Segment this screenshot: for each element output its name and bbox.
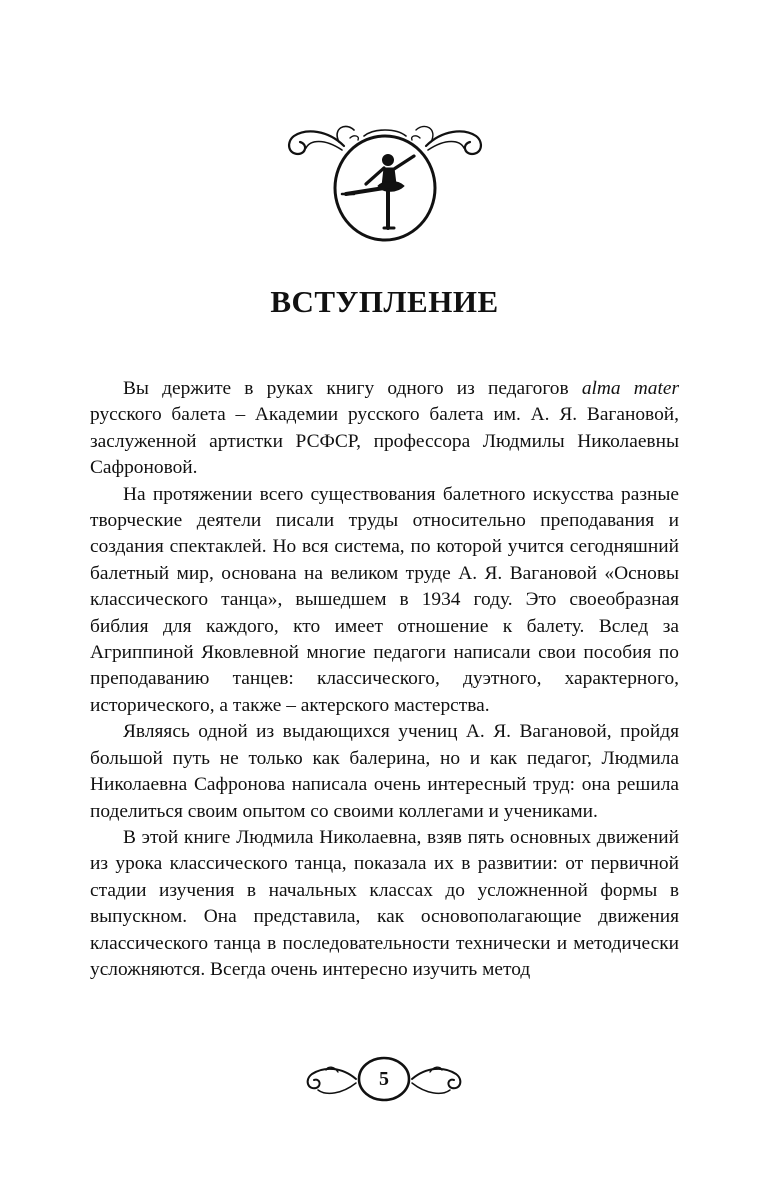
ballerina-emblem-icon <box>284 120 486 245</box>
body-text <box>90 376 679 983</box>
paragraph <box>90 376 679 482</box>
page-number: 5 <box>379 1067 389 1090</box>
paragraph-lead: Вы держите в руках книгу одного из педагогов <box>123 378 582 399</box>
italic-term: alma mater <box>581 378 679 399</box>
paragraph: Являясь одной из выдающихся учениц А. Я. Вагановой, пройдя большой путь не только как балерина, но и как педагог, Людмила Николаевна Сафронова написала очень интересный труд: она решила поделиться своим опытом со своими коллегами и учениками. <box>90 721 679 822</box>
paragraph: В этой книге Людмила Николаевна, взяв пять основных движений из урока классического танца, показала их в развитии: от первичной стадии изучения в начальных классах до усложненной формы в выпускном. Она представила, как основополагающие движения классического танца в последовательности технически и методически усложняются. Всегда очень интересно изучить метод <box>90 826 679 980</box>
chapter-title: ВСТУПЛЕНИЕ <box>270 284 499 319</box>
paragraph-text: русского балета – Академии русского балета им. А. Я. Вагановой, заслуженной артистки РСФСР, профессора Людмилы Николаевны Сафроновой. <box>90 404 679 479</box>
paragraph: На протяжении всего существования балетного искусства разные творческие деятели писали труды относительно преподавания и создания спектаклей. Но вся система, по которой учится сегодняшний балетный мир, основана на великом труде А. Я. Вагановой «Основы классического танца», вышедшем в 1934 году. Это своеобразная библия для каждого, кто имеет отношение к балету. Вслед за Агриппиной Яковлевной многие педагоги написали свои пособия по преподаванию танцев: классического, дуэтного, характерного, исторического, а также – актерского мастерства. <box>90 483 679 716</box>
